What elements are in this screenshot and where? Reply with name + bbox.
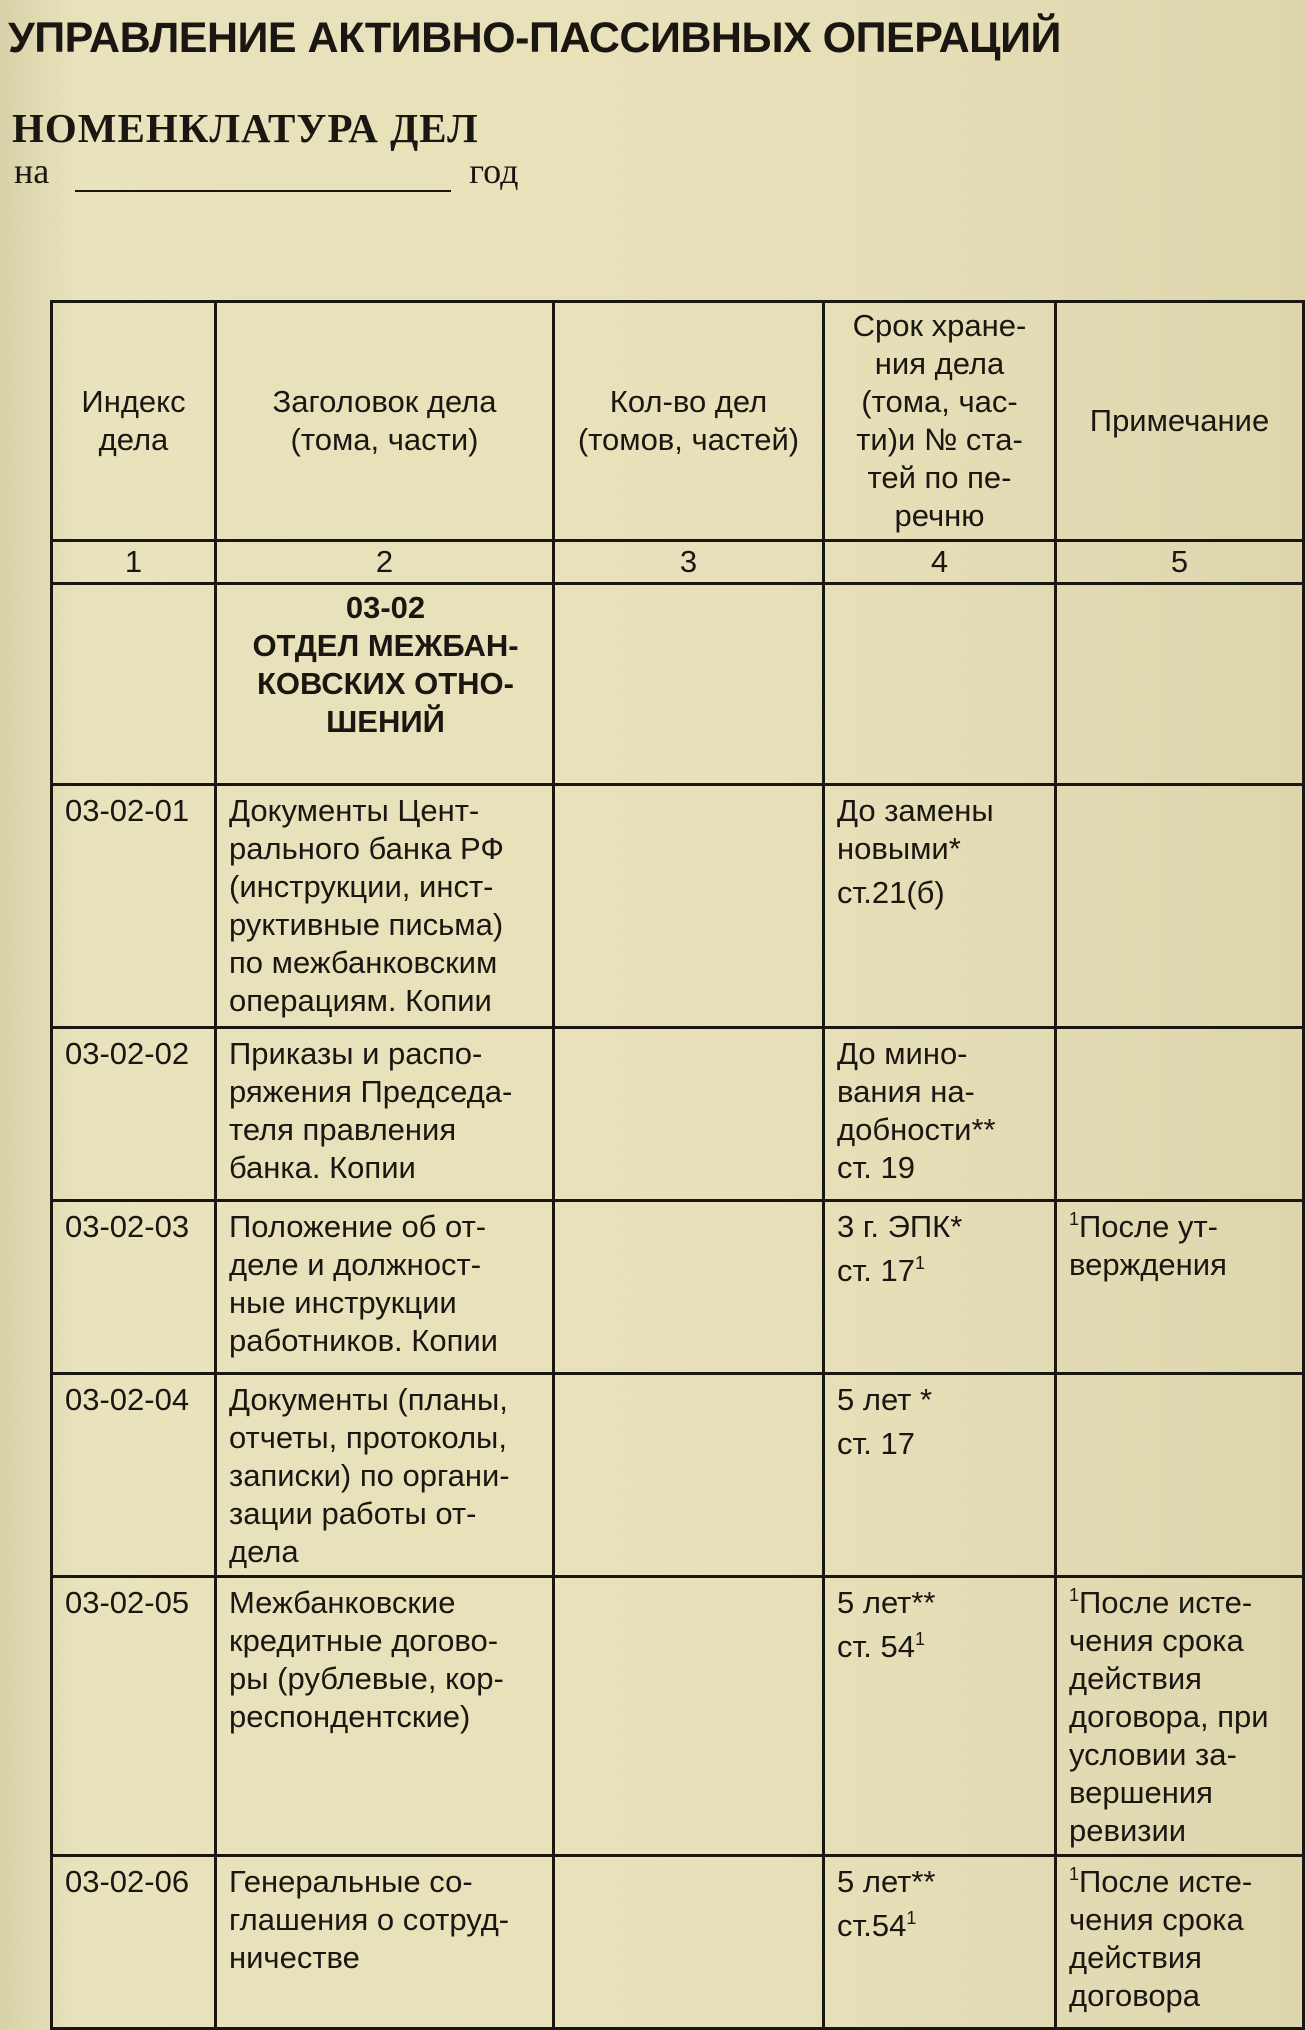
header-note: Примечание xyxy=(1056,302,1304,541)
case-count xyxy=(554,1374,824,1577)
case-title: Документы (планы, отчеты, протоколы, записки) по органи- зации работы от- дела xyxy=(216,1374,554,1577)
column-numbers-row xyxy=(52,541,1304,584)
section-heading: 03-02 ОТДЕЛ МЕЖБАН- КОВСКИХ ОТНО- ШЕНИЙ xyxy=(216,584,554,785)
table-row xyxy=(52,785,1304,1028)
header-term: Срок хране- ния дела (тома, час- ти)и № ста- тей по пе- речню xyxy=(824,302,1056,541)
case-note xyxy=(1056,785,1304,1028)
table-row xyxy=(52,1577,1304,1856)
case-count xyxy=(554,1201,824,1374)
storage-term: 3 г. ЭПК* ст. $17^1$ xyxy=(824,1201,1056,1374)
case-index: 03-02-04 xyxy=(52,1374,216,1577)
footnote-mark: 1 xyxy=(914,1629,925,1649)
case-index: 03-02-06 xyxy=(52,1856,216,2029)
storage-term: 5 лет** $ст.54^1$ xyxy=(824,1856,1056,2029)
column-number: 5 xyxy=(1056,541,1304,584)
table-row xyxy=(52,1856,1304,2029)
footnote-mark: 1 xyxy=(906,1908,917,1928)
case-count xyxy=(554,1577,824,1856)
column-number: 2 xyxy=(216,541,554,584)
case-count xyxy=(554,1856,824,2029)
nomenclature-title: НОМЕНКЛАТУРА ДЕЛ xyxy=(12,105,479,151)
year-line xyxy=(14,150,518,192)
storage-term: До мино- вания на- добности** ст. 19 xyxy=(824,1028,1056,1201)
section-row xyxy=(52,584,1304,785)
case-index: 03-02-03 xyxy=(52,1201,216,1374)
table-cell xyxy=(1056,584,1304,785)
table-row xyxy=(52,1028,1304,1201)
case-title: Генеральные со- глашения о сотруд- ничестве xyxy=(216,1856,554,2029)
case-note: $^1$После ут- верждения xyxy=(1056,1201,1304,1374)
year-blank-field[interactable] xyxy=(75,160,451,192)
page-title: УПРАВЛЕНИЕ АКТИВНО-ПАССИВНЫХ ОПЕРАЦИЙ xyxy=(8,14,1061,62)
case-index: 03-02-01 xyxy=(52,785,216,1028)
year-prefix: на xyxy=(14,151,50,191)
case-note: $^1$После исте- чения срока действия договора xyxy=(1056,1856,1304,2029)
case-index: 03-02-02 xyxy=(52,1028,216,1201)
footnote-mark: 1 xyxy=(914,1253,925,1273)
case-title: Документы Цент- рального банка РФ (инструкции, инст- руктивные письма) по межбанковским операциям. Копии xyxy=(216,785,554,1028)
case-count xyxy=(554,1028,824,1201)
header-title: Заголовок дела (тома, части) xyxy=(216,302,554,541)
case-note xyxy=(1056,1028,1304,1201)
case-count xyxy=(554,785,824,1028)
table-cell xyxy=(824,584,1056,785)
case-title: Положение об от- деле и должност- ные инструкции работников. Копии xyxy=(216,1201,554,1374)
case-title: Межбанковские кредитные догово- ры (рублевые, кор- респондентские) xyxy=(216,1577,554,1856)
column-number: 4 xyxy=(824,541,1056,584)
column-number: 3 xyxy=(554,541,824,584)
section-code: 03-02 xyxy=(345,590,426,625)
footnote-mark: 1 xyxy=(1069,1585,1080,1605)
storage-term: 5 лет * ст. 17 xyxy=(824,1374,1056,1577)
table-cell xyxy=(52,584,216,785)
storage-term: До замены новыми* ст.21(б) xyxy=(824,785,1056,1028)
column-number: 1 xyxy=(52,541,216,584)
nomenclature-table xyxy=(50,300,1305,2030)
table-row xyxy=(52,1374,1304,1577)
year-suffix: год xyxy=(469,151,519,191)
case-note xyxy=(1056,1374,1304,1577)
header-index: Индекс дела xyxy=(52,302,216,541)
table-row xyxy=(52,1201,1304,1374)
footnote-mark: 1 xyxy=(1069,1864,1080,1884)
table-header-row xyxy=(52,302,1304,541)
footnote-mark: 1 xyxy=(1069,1209,1080,1229)
header-count: Кол-во дел (томов, частей) xyxy=(554,302,824,541)
case-note: $^1$После исте- чения срока действия договора, при условии за- вершения ревизии xyxy=(1056,1577,1304,1856)
case-title: Приказы и распо- ряжения Председа- теля правления банка. Копии xyxy=(216,1028,554,1201)
storage-term: 5 лет** ст. $54^1$ xyxy=(824,1577,1056,1856)
table-cell xyxy=(554,584,824,785)
case-index: 03-02-05 xyxy=(52,1577,216,1856)
